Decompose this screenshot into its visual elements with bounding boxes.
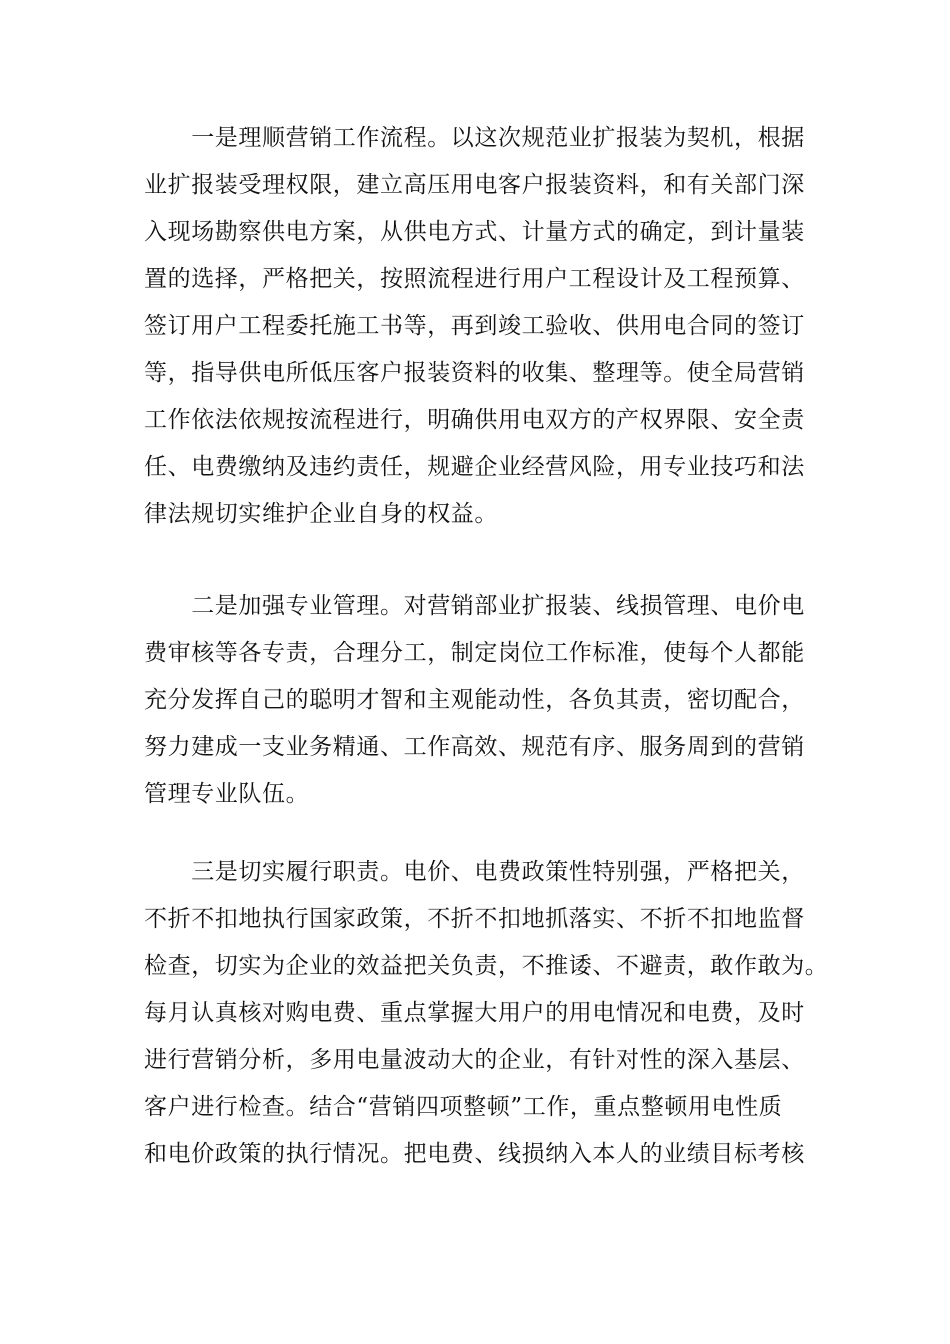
paragraph-line: 律法规切实维护企业自身的权益。 [144,501,498,527]
paragraph-line: 业扩报装受理权限，建立高压用电客户报装资料，和有关部门深 [144,172,805,198]
paragraph-line: 等，指导供电所低压客户报装资料的收集、整理等。使全局营销 [144,360,805,386]
paragraph-line: 入现场勘察供电方案，从供电方式、计量方式的确定，到计量装 [144,219,805,245]
paragraph-line: 任、电费缴纳及违约责任，规避企业经营风险，用专业技巧和法 [144,454,805,480]
paragraph-2 [144,583,824,818]
paragraph-line: 置的选择，严格把关，按照流程进行用户工程设计及工程预算、 [144,266,805,292]
paragraph-line: 工作依法依规按流程进行，明确供用电双方的产权界限、安全责 [144,407,805,433]
paragraph-line: 管理专业队伍。 [144,781,310,807]
paragraph-1 [144,115,824,538]
paragraph-line: 检查，切实为企业的效益把关负责，不推诿、不避责，敢作敢为。 [144,953,829,979]
paragraph-3 [144,849,829,1178]
paragraph-line: 签订用户工程委托施工书等，再到竣工验收、供用电合同的签订 [144,313,805,339]
paragraph-line: 费审核等各专责，合理分工，制定岗位工作标准，使每个人都能 [144,640,805,666]
paragraph-line: 不折不扣地执行国家政策，不折不扣地抓落实、不折不扣地监督 [144,906,805,932]
paragraph-line: 和电价政策的执行情况。把电费、线损纳入本人的业绩目标考核 [144,1141,805,1167]
paragraph-line: 三是切实履行职责。电价、电费政策性特别强，严格把关， [144,859,805,885]
paragraph-line: 充分发挥自己的聪明才智和主观能动性，各负其责，密切配合， [144,687,805,713]
paragraph-line: 一是理顺营销工作流程。以这次规范业扩报装为契机，根据 [144,125,805,151]
paragraph-line: 进行营销分析，多用电量波动大的企业，有针对性的深入基层、 [144,1047,805,1073]
paragraph-line: 努力建成一支业务精通、工作高效、规范有序、服务周到的营销 [144,734,805,760]
paragraph-line: 二是加强专业管理。对营销部业扩报装、线损管理、电价电 [144,593,805,619]
paragraph-line: 客户进行检查。结合“营销四项整顿”工作，重点整顿用电性质 [144,1094,783,1120]
paragraph-line: 每月认真核对购电费、重点掌握大用户的用电情况和电费，及时 [144,1000,805,1026]
